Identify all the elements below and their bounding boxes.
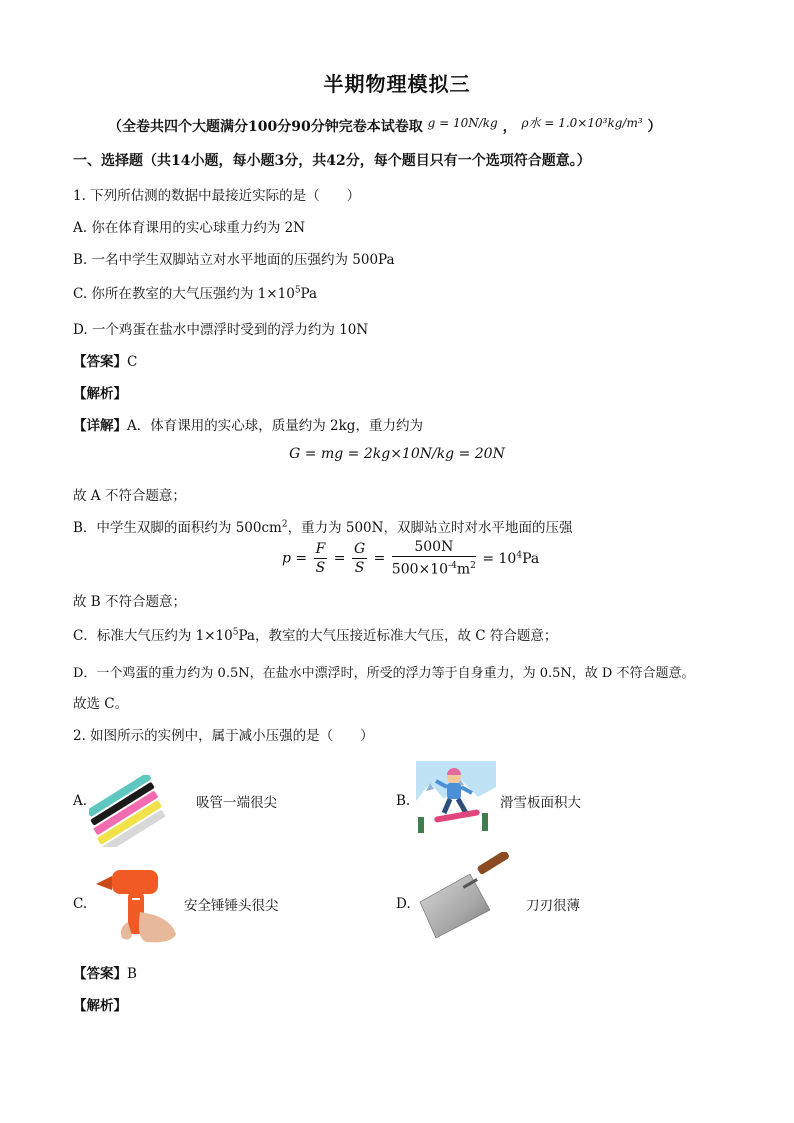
den-exp: -4 bbox=[448, 561, 457, 571]
q1-stem: 1. 下列所估测的数据中最接近实际的是（ ） bbox=[73, 188, 361, 204]
answer-tag: 【答案】 bbox=[73, 966, 127, 982]
q2-option-d-letter: D. bbox=[396, 896, 411, 912]
snowboarder-image bbox=[416, 761, 496, 837]
q2-option-c-letter: C. bbox=[73, 896, 88, 912]
instructions-close: ） bbox=[647, 119, 662, 135]
knife-blade bbox=[420, 874, 490, 938]
instructions-text: （全卷共四个大题满分100分90分钟完卷本试卷取 bbox=[108, 119, 423, 135]
frac-den: S bbox=[354, 559, 365, 576]
q1-option-c bbox=[73, 282, 317, 302]
instructions-sep: ， bbox=[502, 119, 517, 135]
q1-detail-c bbox=[73, 624, 557, 644]
detail-b-text2: ，重力为 500N，双脚站立时对水平地面的压强 bbox=[287, 520, 573, 536]
eq-lhs: p = bbox=[282, 550, 308, 567]
rhs-exp: 4 bbox=[516, 550, 523, 560]
cleaver-image bbox=[416, 852, 512, 942]
q1-option-d: D. 一个鸡蛋在盐水中漂浮时受到的浮力约为 10N bbox=[73, 322, 369, 338]
knife-handle bbox=[476, 852, 510, 875]
exam-instructions bbox=[108, 116, 662, 136]
rho-formula: ρ水 = 1.0×10³kg/m³ bbox=[521, 116, 643, 130]
q1-conclusion-b: 故 B 不符合题意； bbox=[73, 594, 187, 610]
q1-option-c-text: C. 你所在教室的大气压强约为 1×10 bbox=[73, 286, 295, 302]
q2-option-b-letter: B. bbox=[396, 793, 411, 809]
q2-option-c-text: 安全锤锤头很尖 bbox=[184, 898, 279, 914]
detail-a-text: A．体育课用的实心球，质量约为 2kg，重力约为 bbox=[127, 418, 423, 434]
eq-sign: = bbox=[333, 550, 346, 567]
detail-c-text2: Pa，教室的大气压接近标准大气压，故 C 符合题意； bbox=[238, 628, 558, 644]
q1-detail-d: D．一个鸡蛋的重力约为 0.5N，在盐水中漂浮时，所受的浮力等于自身重力，为 0.5N，故 D 不符合题意。 bbox=[73, 666, 695, 681]
q1-option-a: A. 你在体育课用的实心球重力约为 2N bbox=[73, 220, 306, 236]
q1-final: 故选 C。 bbox=[73, 696, 129, 712]
q1-answer bbox=[73, 350, 137, 370]
frac-num: F bbox=[315, 540, 326, 557]
fraction-values bbox=[392, 538, 476, 579]
fraction-f-s bbox=[314, 540, 328, 577]
q2-analysis-tag: 【解析】 bbox=[73, 998, 127, 1014]
safety-hammer-image bbox=[92, 862, 180, 946]
detail-b-exp: 2 bbox=[281, 519, 288, 530]
frac-den bbox=[392, 557, 476, 579]
den-exp2: 2 bbox=[470, 561, 476, 571]
detail-c-exp: 5 bbox=[232, 627, 239, 638]
frac-num: G bbox=[353, 540, 366, 557]
hand bbox=[139, 912, 176, 942]
q1-detail-a bbox=[73, 414, 423, 434]
q2-option-d-text: 刀刃很薄 bbox=[526, 898, 580, 914]
q1-option-b: B. 一名中学生双脚站立对水平地面的压强约为 500Pa bbox=[73, 252, 395, 268]
q1-option-c-exp: 5 bbox=[294, 285, 301, 296]
detail-c-text: C．标准大气压约为 1×10 bbox=[73, 628, 233, 644]
q2-stem: 2. 如图所示的实例中，属于减小压强的是（ ） bbox=[73, 728, 374, 744]
answer-value: C bbox=[127, 354, 138, 370]
frac-den: S bbox=[315, 559, 326, 576]
q1-option-c-unit: Pa bbox=[300, 286, 318, 302]
page-title: 半期物理模拟三 bbox=[323, 72, 471, 96]
g-formula: g = 10N/kg bbox=[427, 116, 498, 130]
equation-weight: G = mg = 2kg×10N/kg = 20N bbox=[289, 446, 505, 462]
q2-option-a-letter: A. bbox=[73, 793, 88, 809]
rhs-unit: Pa bbox=[522, 550, 540, 567]
frac-num: 500N bbox=[392, 538, 476, 557]
eq-rhs bbox=[482, 551, 539, 567]
q2-option-b-text: 滑雪板面积大 bbox=[500, 795, 581, 811]
q1-conclusion-a: 故 A 不符合题意； bbox=[73, 488, 186, 504]
detail-b-text: B．中学生双脚的面积约为 500cm bbox=[73, 520, 282, 536]
hammer-head bbox=[112, 870, 158, 894]
q2-option-a-text: 吸管一端很尖 bbox=[196, 795, 277, 811]
equation-pressure bbox=[282, 538, 539, 579]
eq-sign: = bbox=[373, 550, 386, 567]
den-unit: m bbox=[456, 561, 471, 578]
q1-detail-b bbox=[73, 516, 572, 536]
section-heading: 一、选择题（共14小题，每小题3分，共42分，每个题目只有一个选项符合题意。） bbox=[73, 153, 591, 169]
q2-answer bbox=[73, 962, 137, 982]
den-text: 500×10 bbox=[391, 561, 449, 578]
detail-tag: 【详解】 bbox=[73, 418, 127, 434]
fraction-g-s bbox=[352, 540, 367, 577]
rhs-text: = 10 bbox=[482, 550, 517, 567]
answer-tag: 【答案】 bbox=[73, 354, 127, 370]
straws-image bbox=[89, 775, 165, 847]
q1-analysis-tag: 【解析】 bbox=[73, 386, 127, 402]
answer-value: B bbox=[127, 966, 137, 982]
